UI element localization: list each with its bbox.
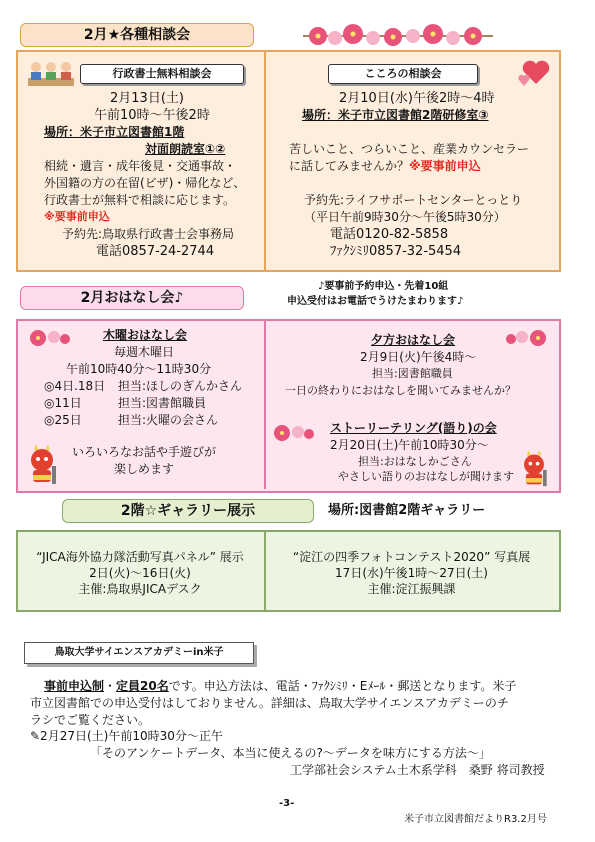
admin-contact-1: 予約先:鳥取県行政書士会事務局 xyxy=(62,227,235,241)
academy-date: ✎2月27日(土)午前10時30分～正午 xyxy=(30,729,223,743)
academy-capacity: 定員20名 xyxy=(116,679,169,693)
gallery-right-title: “淀江の四季フォトコンテスト2020” 写真展 xyxy=(292,550,531,564)
gallery-left-date: 2日(火)～16日(火) xyxy=(89,566,191,580)
plum-flower-icon xyxy=(28,327,72,349)
academy-header xyxy=(24,642,254,664)
kokoro-contact-3: 電話0120-82-5858 xyxy=(330,227,449,242)
gallery-right-host: 主催:淀江振興課 xyxy=(367,582,456,596)
gallery-left-title: “JICA海外協力隊活動写真パネル” 展示 xyxy=(36,550,244,564)
academy-para-1-rest: です。申込方法は、電話・ﾌｧｸｼﾐﾘ・Eﾒｰﾙ・郵送となります。米子 xyxy=(168,679,517,693)
oni-mascot-icon xyxy=(22,444,62,486)
kokoro-contact-4: ﾌｧｸｼﾐﾘ0857-32-5454 xyxy=(330,244,462,259)
academy-reservation: 事前申込制 xyxy=(44,679,105,693)
issue-label: 米子市立図書館だよりR3.2月号 xyxy=(404,814,547,825)
plum-flower-icon xyxy=(272,422,316,444)
academy-para-2: 市立図書館での申込受付はしておりません。詳細は、鳥取大学サイエンスアカデミーのチ xyxy=(30,696,509,710)
plum-flower-garland-icon xyxy=(298,14,498,54)
gallery-header xyxy=(62,499,314,523)
academy-lecture: 「そのアンケートデータ、本当に使えるの?～データを味方にする方法～」 xyxy=(90,746,491,760)
evening-desc: 一日の終わりにおはなしを聞いてみませんか？ xyxy=(285,384,516,397)
kokoro-note: ※要事前申込 xyxy=(409,159,481,173)
gallery-divider xyxy=(264,532,266,610)
oni-mascot-icon xyxy=(514,450,554,488)
thursday-row-2-who: 担当:図書館職員 xyxy=(118,396,207,410)
consult-header xyxy=(20,23,254,47)
academy-dot: ・ xyxy=(104,679,117,693)
story-notice-1: ♪要事前予約申込・先着10組 xyxy=(318,281,449,292)
kokoro-contact-1: 予約先:ライフサポートセンターとっとり xyxy=(304,193,523,207)
thursday-row-1-date: ◎4日.18日 xyxy=(44,379,106,393)
story-divider xyxy=(264,321,266,489)
story-header-text: 2月おはなし会♪ xyxy=(80,290,184,306)
evening-who: 担当:図書館職員 xyxy=(372,367,453,380)
kokoro-title-text: こころの相談会 xyxy=(364,67,442,80)
admin-time: 午前10時～午後2時 xyxy=(94,108,210,123)
kokoro-title xyxy=(328,64,478,84)
admin-scrivener-title xyxy=(80,64,244,84)
thursday-row-3-date: ◎25日 xyxy=(44,413,82,427)
telling-date: 2月20日(土)午前10時30分～ xyxy=(330,438,489,452)
academy-header-text: 鳥取大学サイエンスアカデミーin米子 xyxy=(54,647,224,658)
kokoro-place: 場所：米子市立図書館2階研修室③ xyxy=(302,108,489,122)
admin-contact-2: 電話0857-24-2744 xyxy=(96,244,215,259)
thursday-row-2-date: ◎11日 xyxy=(44,396,82,410)
evening-date: 2月9日(火)午後4時～ xyxy=(360,350,477,364)
academy-para-1 xyxy=(44,680,516,692)
thursday-time: 午前10時40分～11時30分 xyxy=(66,362,212,376)
hearts-icon xyxy=(516,58,552,88)
telling-desc: やさしい語りのおはなしが聞けます xyxy=(338,470,514,483)
kokoro-desc-2-main: に話してみませんか？ xyxy=(289,159,410,173)
admin-place-2: 対面朗読室①② xyxy=(145,142,226,156)
thursday-foot-1: いろいろなお話や手遊びが xyxy=(72,445,217,459)
story-notice-2: 申込受付はお電話でうけたまわります♪ xyxy=(287,296,464,307)
thursday-row-1-who: 担当:ほしのぎんかさん xyxy=(118,379,243,393)
admin-desc-1: 相続・遺言・成年後見・交通事故・ xyxy=(44,159,237,173)
gallery-left-host: 主催:鳥取県JICAデスク xyxy=(78,582,202,596)
admin-note: ※要事前申込 xyxy=(44,210,110,223)
admin-desc-3: 行政書士が無料で相談に応じます。 xyxy=(44,193,236,207)
kokoro-desc-2 xyxy=(289,160,481,172)
kokoro-contact-2: （平日午前9時30分～午後5時30分） xyxy=(304,210,506,224)
telling-title: ストーリーテリング(語り)の会 xyxy=(330,421,497,435)
gallery-right-date: 17日(水)午後1時～27日(土) xyxy=(335,566,488,580)
story-box xyxy=(16,319,561,493)
admin-date: 2月13日(土) xyxy=(110,91,184,106)
gallery-place: 場所:図書館2階ギャラリー xyxy=(328,503,486,518)
story-header xyxy=(20,286,244,310)
page-number: -3- xyxy=(279,798,295,809)
gallery-header-text: 2階☆ギャラリー展示 xyxy=(120,503,256,519)
admin-desc-2: 外国籍の方の在留(ビザ)・帰化など、 xyxy=(44,176,246,190)
plum-flower-icon xyxy=(504,327,548,349)
consult-header-text: 2月★各種相談会 xyxy=(83,27,191,43)
academy-lecturer: 工学部社会システム土木系学科 桑野 将司教授 xyxy=(290,763,545,777)
thursday-title: 木曜おはなし会 xyxy=(103,328,188,342)
admin-scrivener-title-text: 行政書士無料相談会 xyxy=(112,67,212,80)
consult-divider xyxy=(264,52,266,270)
kokoro-date: 2月10日(水)午後2時～4時 xyxy=(339,91,495,106)
thursday-row-3-who: 担当:火曜の会さん xyxy=(118,413,219,427)
evening-title: 夕方おはなし会 xyxy=(371,333,456,347)
kokoro-desc-1: 苦しいこと、つらいこと、産業カウンセラー xyxy=(289,142,530,156)
academy-para-3: ラシでご覧ください。 xyxy=(30,713,151,727)
telling-who: 担当:おはなしかごさん xyxy=(358,455,472,468)
consultation-people-icon xyxy=(24,58,78,90)
admin-place-1: 場所：米子市立図書館1階 xyxy=(44,125,185,139)
thursday-foot-2: 楽しめます xyxy=(114,462,175,476)
thursday-sub: 毎週木曜日 xyxy=(114,345,175,359)
